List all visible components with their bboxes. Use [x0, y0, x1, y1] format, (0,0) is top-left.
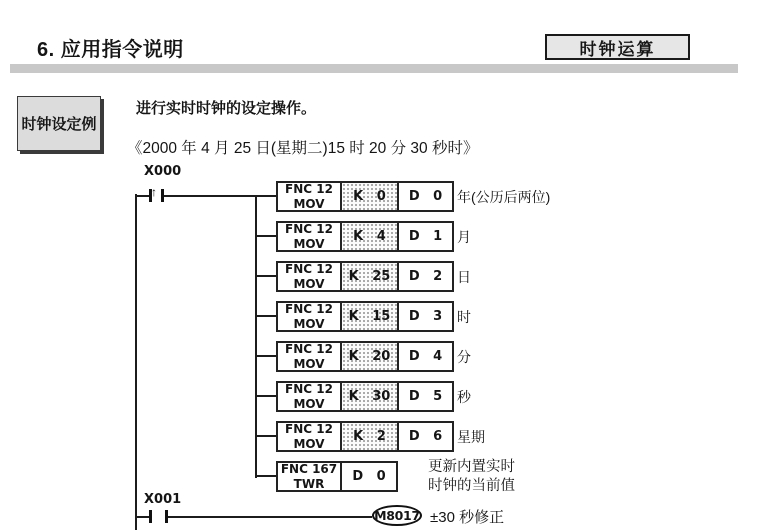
instruction-box: [276, 341, 454, 372]
source-operand-cell: K 15: [342, 303, 399, 330]
row-comment: 年(公历后两位): [457, 188, 551, 205]
example-heading: 《2000 年 4 月 25 日(星期二)15 时 20 分 30 秒时》: [127, 140, 479, 157]
mnemonic: TWR: [293, 476, 325, 491]
destination-operand-cell: D 5: [408, 389, 443, 404]
mnemonic: MOV: [293, 436, 325, 451]
branch-stub-line: [255, 475, 277, 477]
instruction-box: [276, 261, 454, 292]
instruction-box: [276, 301, 454, 332]
fnc-cell: [278, 463, 342, 490]
row-comment: 日: [457, 268, 471, 285]
instruction-row: [255, 261, 695, 292]
rung2-line-right: [168, 516, 372, 518]
branch-stub-line: [255, 195, 277, 197]
branch-stub-line: [255, 355, 277, 357]
row-comment: 月: [457, 228, 471, 245]
fnc-cell: [278, 183, 342, 210]
coil-annotation: ±30 秒修正: [430, 509, 505, 526]
destination-operand-cell: D 3: [408, 309, 443, 324]
contact-x001-label: X001: [144, 492, 182, 507]
source-operand-cell: K 25: [342, 263, 399, 290]
fnc-number: FNC 12: [285, 302, 333, 317]
contact-x000-label: X000: [144, 164, 182, 179]
instruction-box: [276, 381, 454, 412]
fnc-number: FNC 12: [285, 222, 333, 237]
section-title: 6. 应用指令说明: [37, 39, 184, 61]
branch-stub-line: [255, 275, 277, 277]
fnc-number: FNC 12: [285, 182, 333, 197]
instruction-row: [255, 461, 695, 492]
fnc-cell: [278, 263, 342, 290]
rising-edge-arrow-icon: ↑: [151, 185, 157, 199]
fnc-cell: [278, 223, 342, 250]
row-comment-line: 时钟的当前值: [428, 477, 515, 494]
destination-operand-cell: D 4: [408, 349, 443, 364]
fnc-cell: [278, 343, 342, 370]
instruction-row: [255, 301, 695, 332]
fnc-cell: [278, 383, 342, 410]
source-operand-cell: K 20: [342, 343, 399, 370]
mnemonic: MOV: [293, 196, 325, 211]
source-operand-cell: K 4: [342, 223, 399, 250]
fnc-number: FNC 167: [280, 462, 338, 477]
instruction-row: [255, 381, 695, 412]
coil-m8017-label: M8017: [374, 508, 420, 523]
row-comment-line: 更新内置实时: [428, 459, 515, 476]
row-comment: 星期: [457, 428, 485, 445]
fnc-number: FNC 12: [285, 382, 333, 397]
fnc-number: FNC 12: [285, 342, 333, 357]
row-comment: [428, 461, 515, 492]
branch-stub-line: [255, 315, 277, 317]
fnc-number: FNC 12: [285, 262, 333, 277]
destination-operand-cell: D 2: [408, 269, 443, 284]
instruction-box: [276, 421, 454, 452]
row-comment: 秒: [457, 388, 471, 405]
contact-x001-bar-left: [149, 510, 152, 523]
mnemonic: MOV: [293, 356, 325, 371]
instruction-row: [255, 421, 695, 452]
row-comment: 时: [457, 308, 471, 325]
topic-box-label: 时钟设定例: [21, 116, 97, 133]
source-operand-cell: K 30: [342, 383, 399, 410]
mnemonic: MOV: [293, 236, 325, 251]
branch-stub-line: [255, 235, 277, 237]
instruction-row: [255, 341, 695, 372]
instruction-row: [255, 221, 695, 252]
mnemonic: MOV: [293, 316, 325, 331]
source-operand-cell: K 2: [342, 423, 399, 450]
coil-m8017: [372, 505, 422, 526]
mnemonic: MOV: [293, 276, 325, 291]
destination-operand-cell: D 0: [352, 469, 386, 484]
branch-stub-line: [255, 435, 277, 437]
destination-operand-cell: D 0: [408, 189, 443, 204]
instruction-row: [255, 181, 695, 212]
instruction-box: [276, 461, 398, 492]
fnc-number: FNC 12: [285, 422, 333, 437]
instruction-box: [276, 181, 454, 212]
fnc-cell: [278, 423, 342, 450]
branch-stub-line: [255, 395, 277, 397]
rung2-line-left: [136, 516, 149, 518]
title-rule-divider: [10, 64, 738, 73]
instruction-box: [276, 221, 454, 252]
row-comment: 分: [457, 348, 471, 365]
topic-box: [17, 96, 101, 151]
rung1-line-left: [136, 195, 149, 197]
fnc-cell: [278, 303, 342, 330]
mnemonic: MOV: [293, 396, 325, 411]
corner-tag-box: [545, 34, 690, 60]
left-power-rail: [135, 194, 137, 530]
destination-operand-cell: D 6: [408, 429, 443, 444]
description-text: 进行实时时钟的设定操作。: [136, 100, 317, 117]
destination-operand-cell: D 1: [408, 229, 443, 244]
corner-tag-label: 时钟运算: [579, 39, 656, 59]
source-operand-cell: K 0: [342, 183, 399, 210]
